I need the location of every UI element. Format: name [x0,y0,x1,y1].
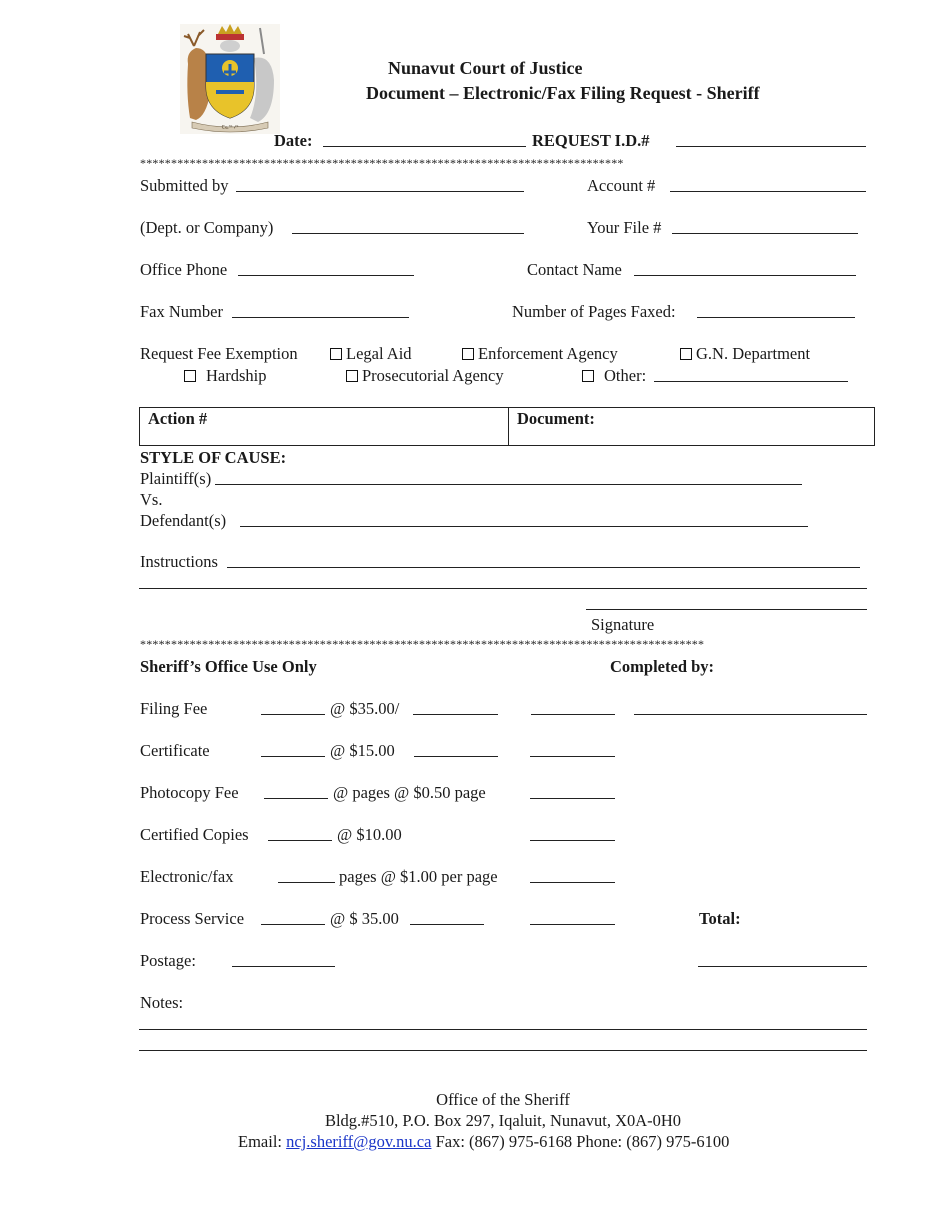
footer-office: Office of the Sheriff [436,1090,570,1109]
filing-fee-amount[interactable] [413,714,498,715]
footer-address: Bldg.#510, P.O. Box 297, Iqaluit, Nunavut, X0A-0H0 [324,1111,682,1130]
checkbox-icon[interactable] [680,348,692,360]
plaintiff-field[interactable] [215,484,802,485]
certified-copies-label: Certified Copies [140,825,249,844]
signature-label: Signature [591,615,655,634]
request-id-field[interactable] [676,146,866,147]
footer-contact [238,1132,729,1152]
electronic-fax-label: Electronic/fax [140,867,234,886]
separator-stars: ****************************************************************************** [140,157,624,169]
contact-name-field[interactable] [634,275,856,276]
defendant-field[interactable] [240,526,808,527]
filing-fee-total[interactable] [531,714,615,715]
electronic-rate: pages @ $1.00 per page [339,867,498,886]
your-file-field[interactable] [672,233,858,234]
postage-label: Postage: [140,951,196,970]
request-id-label: REQUEST I.D.# [532,131,650,150]
fee-exemption-label: Request Fee Exemption [140,344,298,363]
postage-field[interactable] [232,966,335,967]
email-link[interactable]: ncj.sheriff@gov.nu.ca [286,1132,432,1151]
process-total[interactable] [530,924,615,925]
exemption-enforcement-agency[interactable]: Enforcement Agency [462,344,618,364]
filing-fee-rate: @ $35.00/ [330,699,400,718]
vs-label: Vs. [140,490,163,509]
certificate-amount[interactable] [414,756,498,757]
notes-field-1[interactable] [139,1029,867,1030]
completed-by-label: Completed by: [610,657,715,676]
defendant-label: Defendant(s) [140,511,227,530]
document-label: Document: [517,409,595,428]
photocopy-fee-label: Photocopy Fee [140,783,239,802]
certificate-rate: @ $15.00 [330,741,395,760]
contact-name-label: Contact Name [527,260,622,279]
process-amount[interactable] [410,924,484,925]
action-number-label: Action # [148,409,208,428]
electronic-total[interactable] [530,882,615,883]
submitted-by-label: Submitted by [140,176,229,195]
instructions-field[interactable] [227,567,860,568]
your-file-label: Your File # [587,218,662,237]
process-service-label: Process Service [140,909,245,928]
office-use-heading: Sheriff’s Office Use Only [140,657,317,676]
date-label: Date: [274,131,313,150]
photocopy-rate: @ pages @ $0.50 page [333,783,486,802]
nunavut-coat-of-arms-icon [180,24,280,134]
exemption-other[interactable]: Other: [582,366,646,386]
separator-stars-long: ******************************************************************************************* [140,638,705,650]
dept-field[interactable] [292,233,524,234]
exemption-hardship[interactable]: Hardship [184,366,267,386]
crest-motto: ᑕᓇᖅ ᓱᕐ [221,125,239,131]
instructions-label: Instructions [140,552,218,571]
exemption-other-field[interactable] [654,381,848,382]
completed-by-field[interactable] [634,714,867,715]
certificate-qty[interactable] [261,756,325,757]
exemption-gn-department[interactable]: G.N. Department [680,344,810,364]
action-document-table [139,407,875,446]
fax-phone: Fax: (867) 975-6168 Phone: (867) 975-6100 [435,1132,730,1151]
notes-field-2[interactable] [139,1050,867,1051]
instructions-field-2[interactable] [139,588,867,589]
submitted-by-field[interactable] [236,191,524,192]
style-of-cause-heading: STYLE OF CAUSE: [140,448,287,467]
notes-label: Notes: [140,993,184,1012]
pages-faxed-label: Number of Pages Faxed: [512,302,676,321]
office-phone-field[interactable] [238,275,414,276]
pages-faxed-field[interactable] [697,317,855,318]
dept-label: (Dept. or Company) [140,218,274,237]
fax-number-label: Fax Number [140,302,223,321]
court-name: Nunavut Court of Justice [388,58,583,78]
date-field[interactable] [323,146,526,147]
checkbox-icon[interactable] [582,370,594,382]
photocopy-qty[interactable] [264,798,328,799]
form-title: Document – Electronic/Fax Filing Request - Sheriff [366,83,760,103]
process-rate: @ $ 35.00 [330,909,399,928]
photocopy-total[interactable] [530,798,615,799]
exemption-prosecutorial-agency[interactable]: Prosecutorial Agency [346,366,504,386]
certified-rate: @ $10.00 [337,825,402,844]
process-qty[interactable] [261,924,325,925]
certified-total[interactable] [530,840,615,841]
fax-number-field[interactable] [232,317,409,318]
signature-field[interactable] [586,609,867,610]
email-label: Email: [238,1132,282,1151]
exemption-legal-aid[interactable]: Legal Aid [330,344,412,364]
account-label: Account # [587,176,656,195]
checkbox-icon[interactable] [184,370,196,382]
filing-fee-qty[interactable] [261,714,325,715]
checkbox-icon[interactable] [462,348,474,360]
account-field[interactable] [670,191,866,192]
electronic-qty[interactable] [278,882,335,883]
total-label: Total: [699,909,741,928]
checkbox-icon[interactable] [346,370,358,382]
checkbox-icon[interactable] [330,348,342,360]
certificate-label: Certificate [140,741,210,760]
total-field[interactable] [698,966,867,967]
plaintiff-label: Plaintiff(s) [140,469,212,488]
certificate-total[interactable] [530,756,615,757]
certified-qty[interactable] [268,840,332,841]
filing-fee-label: Filing Fee [140,699,208,718]
office-phone-label: Office Phone [140,260,228,279]
